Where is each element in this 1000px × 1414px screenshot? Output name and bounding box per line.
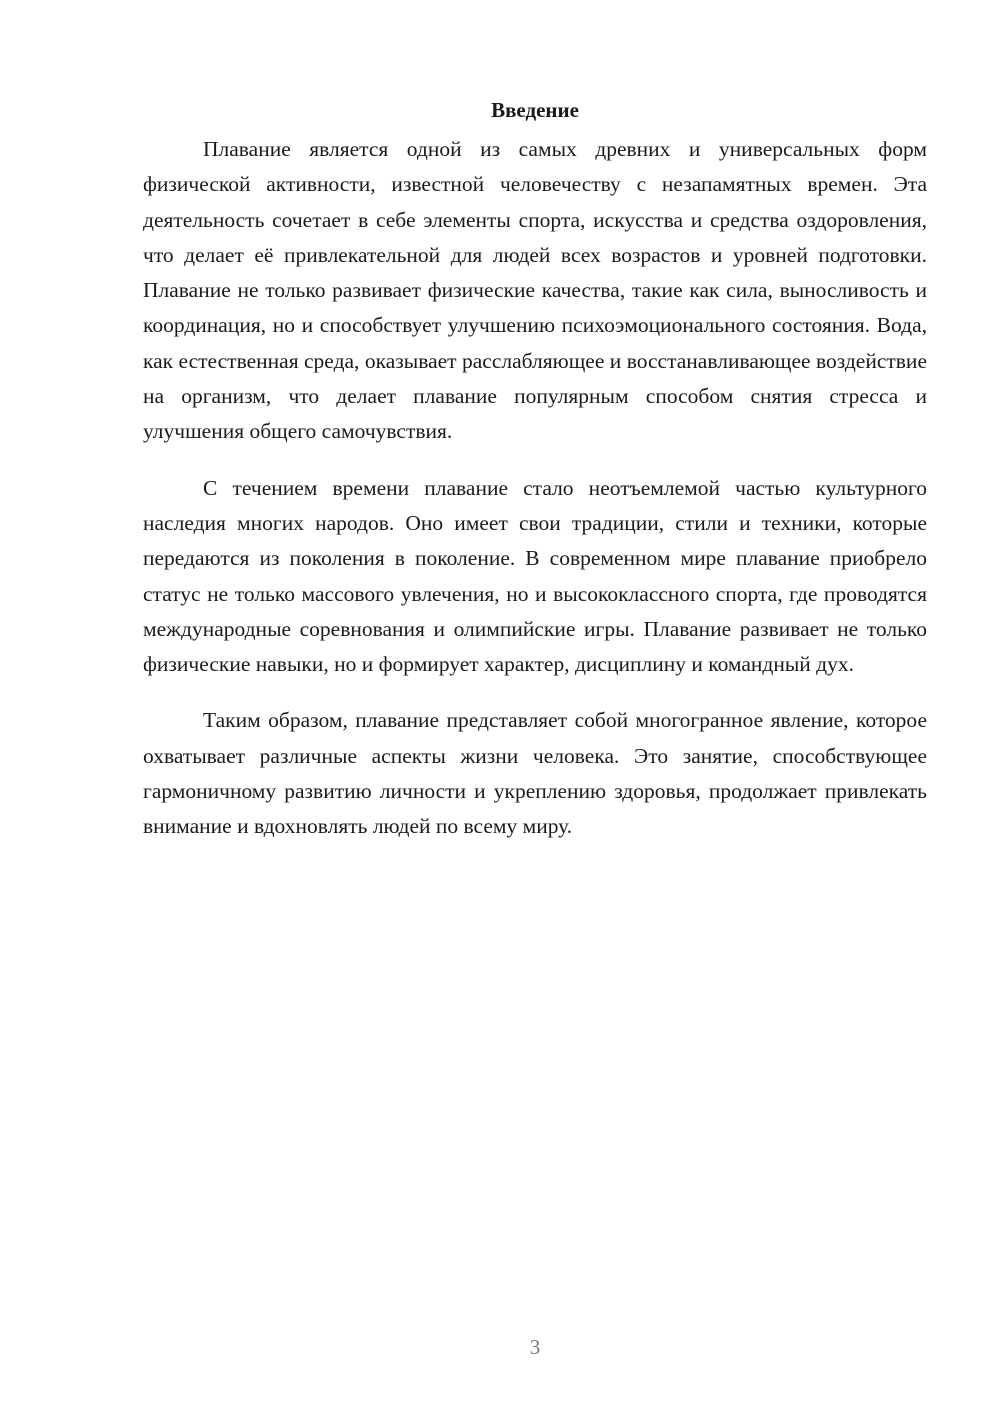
- paragraph-2: С течением времени плавание стало неотъемлемой частью культурного наследия многих народов. Оно имеет свои традиции, стили и техники, которые передаются из поколения в поколение. В современном мире плавание приобрело статус не только массового увлечения, но и высококлассного спорта, где проводятся международные соревнования и олимпийские игры. Плавание развивает не только физические навыки, но и формирует характер, дисциплину и командный дух.: [143, 475, 927, 677]
- paragraph-3: Таким образом, плавание представляет собой многогранное явление, которое охватывает различные аспекты жизни человека. Это занятие, способствующее гармоничному развитию личности и укреплению здоровья, продолжает привлекать внимание и вдохновлять людей по всему миру.: [143, 708, 927, 839]
- page-number: 3: [529, 1335, 541, 1359]
- section-heading: Введение: [491, 98, 579, 122]
- paragraph-1: Плавание является одной из самых древних и универсальных форм физической активности, известной человечеству с незапамятных времен. Эта деятельность сочетает в себе элементы спорта, искусства и средства оздоровления, что делает её привлекательной для людей всех возрастов и уровней подготовки. Плавание не только развивает физические качества, такие как сила, выносливость и координация, но и способствует улучшению психоэмоционального состояния. Вода, как естественная среда, оказывает расслабляющее и восстанавливающее воздействие на организм, что делает плавание популярным способом снятия стресса и улучшения общего самочувствия.: [143, 137, 927, 444]
- page-content: [143, 93, 927, 866]
